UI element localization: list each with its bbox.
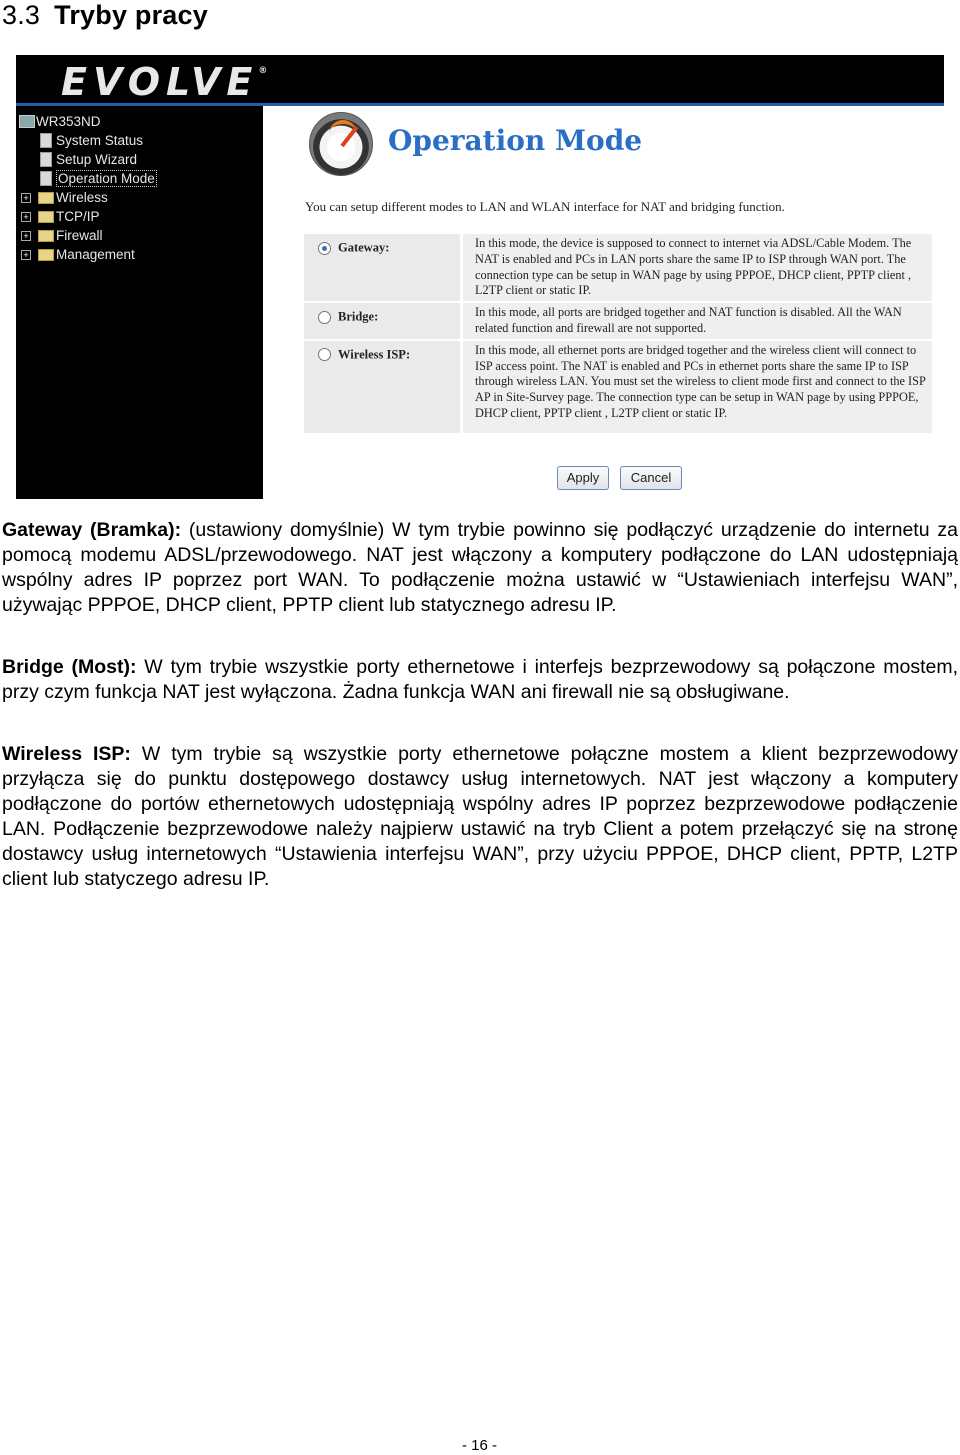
paragraph-text: (ustawiony domyślnie) W tym trybie powinno się podłączyć urządzenie do internetu za pomocą modemu ADSL/przewodowego. NAT jest włączony a komputery podłączone do LAN udostępniają wspólny adres IP poprzez port WAN. To podłączenie można ustawić w “Ustawieniach interfejsu WAN”, używając PPPOE, DHCP client, PPTP client lub statycznego adresu IP. — [2, 519, 958, 616]
expand-plus-icon[interactable]: + — [21, 250, 31, 260]
paragraph-text: W tym trybie wszystkie porty ethernetowe i interfejs bezprzewodowy są połączone mostem, przy czym funkcja NAT jest wyłączona. Żadna funkcja WAN ani firewall nie są obsługiwane. — [2, 656, 958, 703]
mode-row-gateway — [304, 234, 932, 302]
wireless-isp-radio[interactable] — [318, 348, 331, 361]
mode-label: Gateway: — [338, 240, 390, 255]
term-gateway: Gateway (Bramka): — [2, 519, 182, 541]
page-description: You can setup different modes to LAN and WLAN interface for NAT and bridging function. — [305, 199, 785, 214]
cancel-button[interactable]: Cancel — [620, 466, 682, 490]
nav-item-management[interactable]: + Management — [18, 245, 157, 264]
nav-item-wireless[interactable]: + Wireless — [18, 188, 157, 207]
apply-button[interactable]: Apply — [557, 466, 609, 490]
nav-item-firewall[interactable]: + Firewall — [18, 226, 157, 245]
nav-item-tcpip[interactable]: + TCP/IP — [18, 207, 157, 226]
nav-tree — [18, 112, 157, 264]
folder-icon — [38, 192, 54, 204]
folder-icon — [38, 249, 54, 261]
mode-table — [304, 234, 932, 435]
mode-row-bridge — [304, 302, 932, 340]
paragraph-text: W tym trybie są wszystkie porty ethernetowe połączne mostem a klient bezprzewodowy przyłącza się do punktu dostępowego dostawcy usług internetowych. NAT jest włączony a komputery podłączone do portów ethernetowych udostępniają wspólny adres IP poprzez bezprzewodowe podłączenie LAN. Podłączenie bezprzewodowe należy najpierw ustawić na tryb Client a potem przełączyć się na stronę dostawcy usług internetowych “Ustawienia interfejsu WAN”, przy użyciu PPPOE, DHCP client, PPTP, L2TP client lub statyczego adresu IP. — [2, 743, 958, 890]
router-screenshot — [16, 55, 944, 499]
page-number: - 16 - — [462, 1437, 498, 1454]
tree-root[interactable] — [18, 112, 157, 131]
page-title: Operation Mode — [388, 124, 643, 157]
top-banner — [16, 55, 944, 106]
paragraph-gateway — [2, 518, 958, 618]
paragraph-wireless-isp — [2, 742, 958, 892]
main-content — [263, 106, 944, 499]
nav-item-setup-wizard[interactable]: Setup Wizard — [18, 150, 157, 169]
bridge-radio[interactable] — [318, 311, 331, 324]
paragraph-bridge — [2, 655, 958, 705]
term-bridge: Bridge (Most): — [2, 656, 137, 678]
folder-icon — [38, 211, 54, 223]
mode-description: In this mode, all ports are bridged together and NAT function is disabled. All the WAN related function and firewall are not supported. — [462, 302, 933, 340]
nav-item-system-status[interactable]: System Status — [18, 131, 157, 150]
tree-root-label: WR353ND — [36, 114, 101, 129]
brand-logo: EVOLVE® — [61, 60, 268, 104]
term-wireless-isp: Wireless ISP: — [2, 743, 131, 765]
expand-plus-icon[interactable]: + — [21, 231, 31, 241]
nav-item-operation-mode[interactable]: Operation Mode — [18, 169, 157, 188]
page-icon — [40, 152, 52, 167]
mode-label: Bridge: — [338, 309, 379, 324]
section-title: Tryby pracy — [54, 0, 208, 30]
expand-plus-icon[interactable]: + — [21, 193, 31, 203]
page-icon — [40, 171, 52, 186]
page-icon — [40, 133, 52, 148]
section-heading — [2, 0, 208, 31]
mode-description: In this mode, all ethernet ports are bridged together and the wireless client will connect to ISP access point. The NAT is enabled and PCs in ethernet ports share the same IP to ISP through wireless LAN. You must set the wireless to client mode first and connect to the ISP AP in Site-Survey page. The connection type can be setup in WAN page by using PPPOE, DHCP client, PPTP client , L2TP client or static IP. — [462, 340, 933, 434]
mode-label: Wireless ISP: — [338, 347, 411, 362]
section-number: 3.3 — [2, 0, 41, 30]
computer-icon — [19, 115, 35, 128]
folder-icon — [38, 230, 54, 242]
expand-plus-icon[interactable]: + — [21, 212, 31, 222]
mode-description: In this mode, the device is supposed to connect to internet via ADSL/Cable Modem. The NAT is enabled and PCs in LAN ports share the same IP to ISP through WAN port. The connection type can be setup in WAN page by using PPPOE, DHCP client, PPTP client , L2TP client or static IP. — [462, 234, 933, 302]
gateway-radio[interactable] — [318, 242, 331, 255]
mode-row-wireless-isp — [304, 340, 932, 434]
sidebar — [16, 106, 263, 499]
